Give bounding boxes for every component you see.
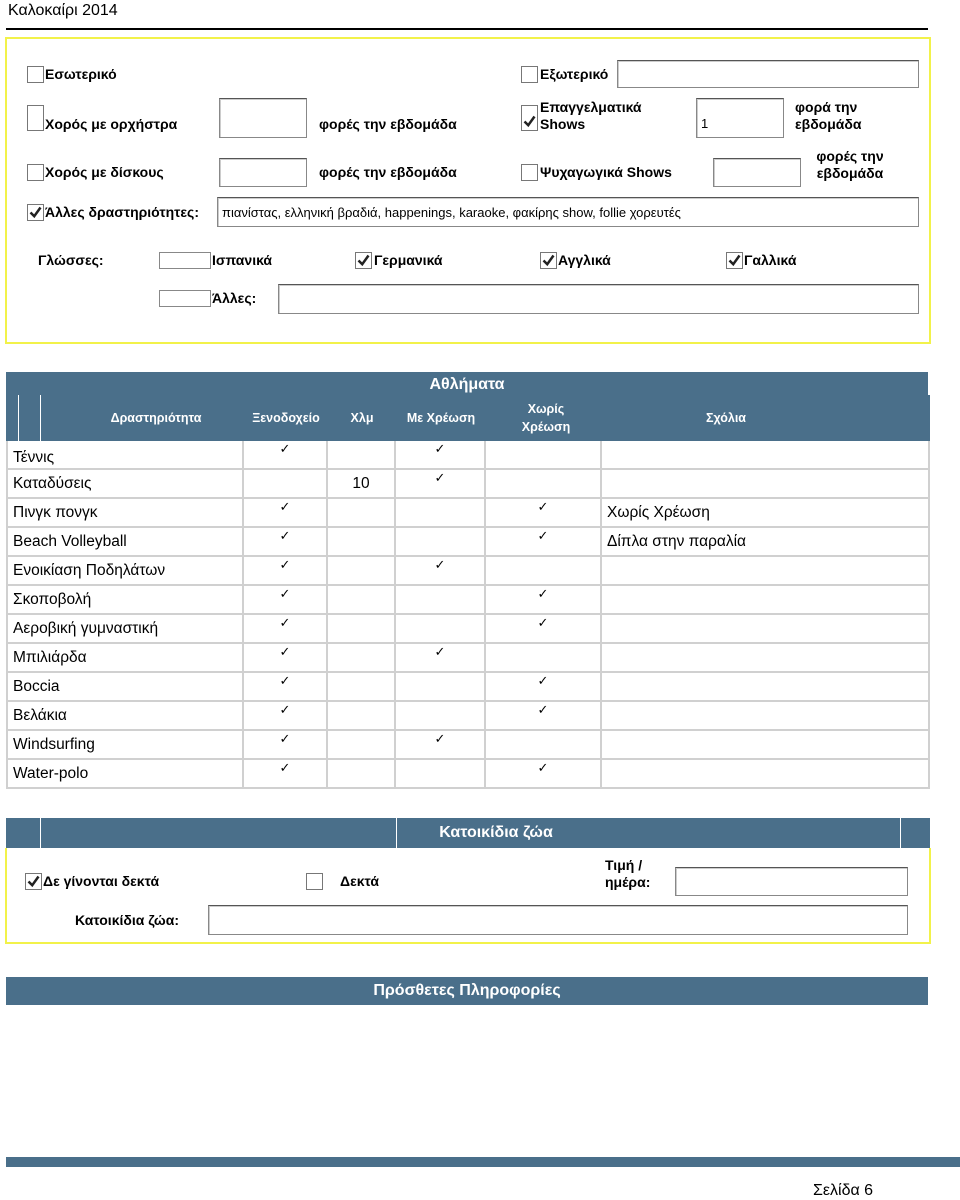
check-icon: ✓ [279,557,291,572]
comment-cell [602,615,930,642]
header-with-charge: Με Χρέωση [406,411,476,425]
english-checkbox[interactable] [540,252,557,269]
disco-checkbox[interactable] [27,164,44,181]
indoor-checkbox[interactable] [27,66,44,83]
spanish-label: Ισπανικά [212,252,273,268]
check-icon: ✓ [279,528,291,543]
hotel-cell [244,470,328,497]
pets-allowed-label: Δεκτά [340,873,379,889]
table-row [6,470,930,499]
sports-table-header [6,395,930,441]
languages-label: Γλώσσες: [38,252,104,268]
activity-name: Πινγκ πονγκ [6,499,244,526]
no-charge-cell [486,499,602,526]
comment-cell [602,673,930,700]
disco-label: Χορός με δίσκους [45,164,164,180]
outdoor-input[interactable] [617,60,919,88]
hotel-cell [244,557,328,584]
check-icon: ✓ [434,470,446,485]
other-languages-label: Άλλες: [212,290,257,306]
comment-cell [602,644,930,671]
with-charge-cell [396,528,486,555]
french-label: Γαλλικά [744,252,797,268]
check-icon: ✓ [537,499,549,514]
hotel-cell [244,673,328,700]
other-activities-checkbox[interactable] [27,204,44,221]
with-charge-cell [396,470,486,497]
no-charge-cell [486,615,602,642]
pets-allowed-checkbox[interactable] [306,873,323,890]
pets-price-input[interactable] [675,867,908,896]
activity-name: Ενοικίαση Ποδηλάτων [6,557,244,584]
with-charge-cell [396,586,486,613]
german-checkbox[interactable] [355,252,372,269]
with-charge-cell [396,644,486,671]
other-languages-box[interactable] [159,290,211,307]
fun-shows-frequency-input[interactable] [713,158,801,187]
km-cell [328,499,396,526]
header-hotel: Ξενοδοχείο [252,411,320,425]
pets-kind-label: Κατοικίδια ζώα: [75,912,180,928]
hotel-cell [244,615,328,642]
french-checkbox[interactable] [726,252,743,269]
other-activities-label: Άλλες δραστηριότητες: [45,204,199,220]
km-cell [328,644,396,671]
sports-title: Αθλήματα [429,376,505,393]
activity-name: Windsurfing [6,731,244,758]
no-charge-cell [486,528,602,555]
hotel-cell [244,586,328,613]
check-icon: ✓ [279,615,291,630]
comment-cell [602,441,930,468]
pro-shows-unit: φορά την εβδομάδα [795,99,862,132]
header-activity: Δραστηριότητα [110,411,202,425]
comment-cell [602,586,930,613]
no-charge-cell [486,644,602,671]
table-row [6,557,930,586]
page-number: Σελίδα 6 [813,1182,874,1199]
check-icon: ✓ [537,673,549,688]
sports-title-bar [6,372,928,396]
outdoor-checkbox[interactable] [521,66,538,83]
table-row [6,731,930,760]
with-charge-cell [396,673,486,700]
english-label: Αγγλικά [558,252,611,268]
title-divider [6,28,928,30]
check-icon: ✓ [537,528,549,543]
pro-shows-frequency-input[interactable]: 1 [696,98,784,138]
no-charge-cell [486,731,602,758]
table-row [6,702,930,731]
indoor-label: Εσωτερικό [45,66,117,82]
table-row [6,499,930,528]
table-row [6,586,930,615]
table-row [6,760,930,789]
activity-name: Water-polo [6,760,244,787]
check-icon: ✓ [279,760,291,775]
with-charge-cell [396,557,486,584]
pets-price-label: Τιμή / ημέρα: [605,857,651,890]
check-icon: ✓ [537,586,549,601]
table-row [6,644,930,673]
check-icon: ✓ [279,702,291,717]
german-label: Γερμανικά [374,252,443,268]
fun-shows-checkbox[interactable] [521,164,538,181]
km-cell [328,760,396,787]
comment-cell [602,760,930,787]
no-charge-cell [486,470,602,497]
hotel-cell [244,644,328,671]
km-cell [328,615,396,642]
with-charge-cell [396,615,486,642]
check-icon: ✓ [279,499,291,514]
fun-shows-label: Ψυχαγωγικά Shows [540,164,672,180]
spanish-box[interactable] [159,252,211,269]
table-row [6,528,930,557]
pets-not-allowed-label: Δε γίνονται δεκτά [43,873,160,889]
with-charge-cell [396,731,486,758]
comment-cell [602,470,930,497]
with-charge-cell [396,499,486,526]
activity-name: Boccia [6,673,244,700]
hotel-cell [244,528,328,555]
no-charge-cell [486,441,602,468]
hotel-cell [244,760,328,787]
check-icon: ✓ [279,586,291,601]
orchestra-checkbox[interactable] [27,105,44,131]
comment-cell [602,731,930,758]
km-cell [328,731,396,758]
check-icon: ✓ [537,615,549,630]
orchestra-label: Χορός με ορχήστρα [45,116,178,132]
with-charge-cell [396,441,486,468]
comment-cell [602,557,930,584]
header-no-charge: Χωρίς Χρέωση [521,402,571,434]
check-icon: ✓ [279,731,291,746]
km-cell [328,673,396,700]
disco-frequency-input[interactable] [219,158,307,187]
check-icon: ✓ [279,441,291,456]
table-row [6,441,930,470]
activity-name: Καταδύσεις [6,470,244,497]
activity-name: Μπιλιάρδα [6,644,244,671]
km-cell: 10 [328,470,396,497]
header-comments: Σχόλια [706,411,746,425]
check-icon: ✓ [434,644,446,659]
table-row [6,673,930,702]
pro-shows-label: Επαγγελματικά Shows [540,99,642,132]
with-charge-cell [396,702,486,729]
hotel-cell [244,441,328,468]
extra-info-title: Πρόσθετες Πληροφορίες [373,982,561,999]
header-km: Χλμ [350,411,374,425]
no-charge-cell [486,702,602,729]
comment-cell: Δίπλα στην παραλία [602,528,930,555]
other-languages-input[interactable] [278,284,919,314]
activity-name: Αεροβική γυμναστική [6,615,244,642]
activity-name: Σκοποβολή [6,586,244,613]
other-activities-input[interactable]: πιανίστας, ελληνική βραδιά, happenings, karaoke, φακίρης show, follie χορευτές [217,197,919,227]
no-charge-cell [486,586,602,613]
hotel-cell [244,731,328,758]
check-icon: ✓ [434,557,446,572]
check-icon: ✓ [279,673,291,688]
check-icon: ✓ [279,644,291,659]
no-charge-cell [486,557,602,584]
table-row [6,615,930,644]
activity-name: Τέννις [6,441,244,468]
pro-shows-checkbox[interactable] [521,105,538,131]
activity-name: Βελάκια [6,702,244,729]
pets-title-bar [6,818,930,848]
fun-shows-unit: φορές την εβδομάδα [816,148,884,181]
comment-cell: Χωρίς Χρέωση [602,499,930,526]
no-charge-cell [486,760,602,787]
check-icon: ✓ [434,731,446,746]
disco-unit: φορές την εβδομάδα [319,164,457,180]
extra-info-bar [6,977,928,1005]
check-icon: ✓ [537,760,549,775]
km-cell [328,528,396,555]
pets-not-allowed-checkbox[interactable] [25,873,42,890]
km-cell [328,441,396,468]
document-title: Καλοκαίρι 2014 [8,2,118,19]
comment-cell [602,702,930,729]
outdoor-label: Εξωτερικό [540,66,609,82]
activity-name: Beach Volleyball [6,528,244,555]
check-icon: ✓ [537,702,549,717]
orchestra-unit: φορές την εβδομάδα [319,116,457,132]
with-charge-cell [396,760,486,787]
hotel-cell [244,702,328,729]
km-cell [328,557,396,584]
no-charge-cell [486,673,602,700]
km-cell [328,586,396,613]
km-cell [328,702,396,729]
pets-title: Κατοικίδια ζώα [439,824,553,841]
hotel-cell [244,499,328,526]
footer-divider [6,1157,960,1167]
pets-kind-input[interactable] [208,905,908,935]
check-icon: ✓ [434,441,446,456]
orchestra-frequency-input[interactable] [219,98,307,138]
